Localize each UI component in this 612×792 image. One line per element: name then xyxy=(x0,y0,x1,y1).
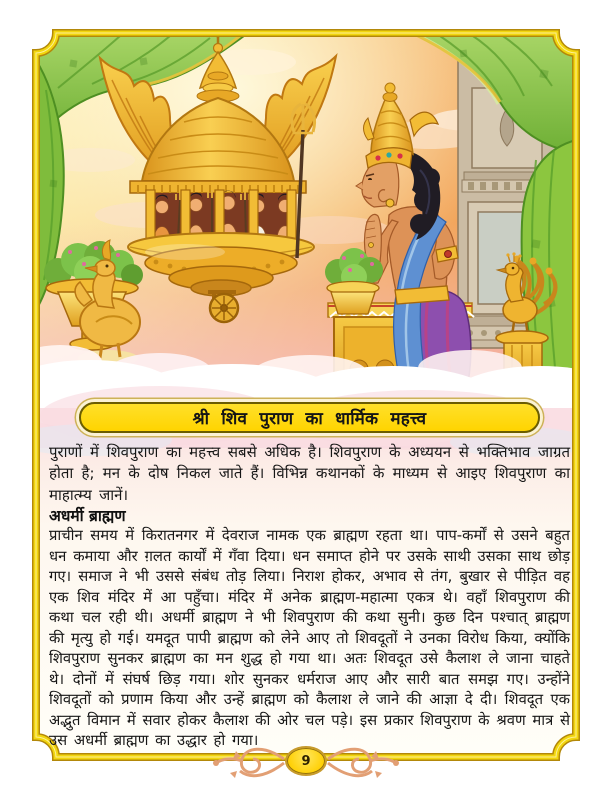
illustration xyxy=(0,31,612,457)
page-number: 9 xyxy=(301,753,311,769)
story-paragraph: प्राचीन समय में किरातनगर में देवराज नामक एक ब्राह्मण रहता था। पाप-कर्मों से उसने बहुत धन कमाया और ग़लत कार्यों में गँवा दिया। धन समाप्त होने पर उसके साथी उसका साथ छोड़ गए। समाज ने भी उससे संबंध तोड़ लिया। निराश होकर, अभाव से तंग, बुखार से पीड़ित वह एक शिव मंदिर में आ पहुँचा। मंदिर में अनेक ब्राह्मण-महात्मा एकत्र थे। वहाँ शिवपुराण की कथा चल रही थी। अधर्मी ब्राह्मण ने भी शिवपुराण की कथा सुनी। कुछ दिन पश्चात् ब्राह्मण की मृत्यु हो गई। यमदूत पापी ब्राह्मण को लेने आए तो शिवदूतों ने उनका विरोध किया, क्योंकि शिवपुराण सुनकर ब्राह्मण का मन शुद्ध हो गया था। अतः शिवदूत उसे कैलाश ले जाना चाहते थे। दोनों में संघर्ष छिड़ गया। शोर सुनकर धर्मराज आए और सारी बात समझ गए। उन्होंने शिवदूतों को प्रणाम किया और उन्हें ब्राह्मण को कैलाश ले जाने की आज्ञा दे दी। शिवदूत एक अद्भुत विमान में सवार होकर कैलाश की ओर चल पड़े। इस प्रकार शिवपुराण के श्रवण मात्र से उस अधर्मी ब्राह्मण का उद्धार हो गया। xyxy=(49,527,570,749)
page-number-badge xyxy=(285,746,327,776)
intro-paragraph: पुराणों में शिवपुराण का महत्त्व सबसे अधिक है। शिवपुराण के अध्ययन से भक्तिभाव जाग्रत होता है; मन के दोष निकल जाते हैं। विभिन्न कथानकों के माध्यम से आइए शिवपुराण का माहात्म्य जानें। xyxy=(49,443,570,504)
chapter-title-banner xyxy=(79,402,540,433)
footer-ornament xyxy=(206,737,406,787)
vimana-wheel xyxy=(208,292,238,322)
section-heading: अधर्मी ब्राह्मण xyxy=(49,507,126,525)
chapter-title: श्री शिव पुराण का धार्मिक महत्त्व xyxy=(192,409,427,429)
